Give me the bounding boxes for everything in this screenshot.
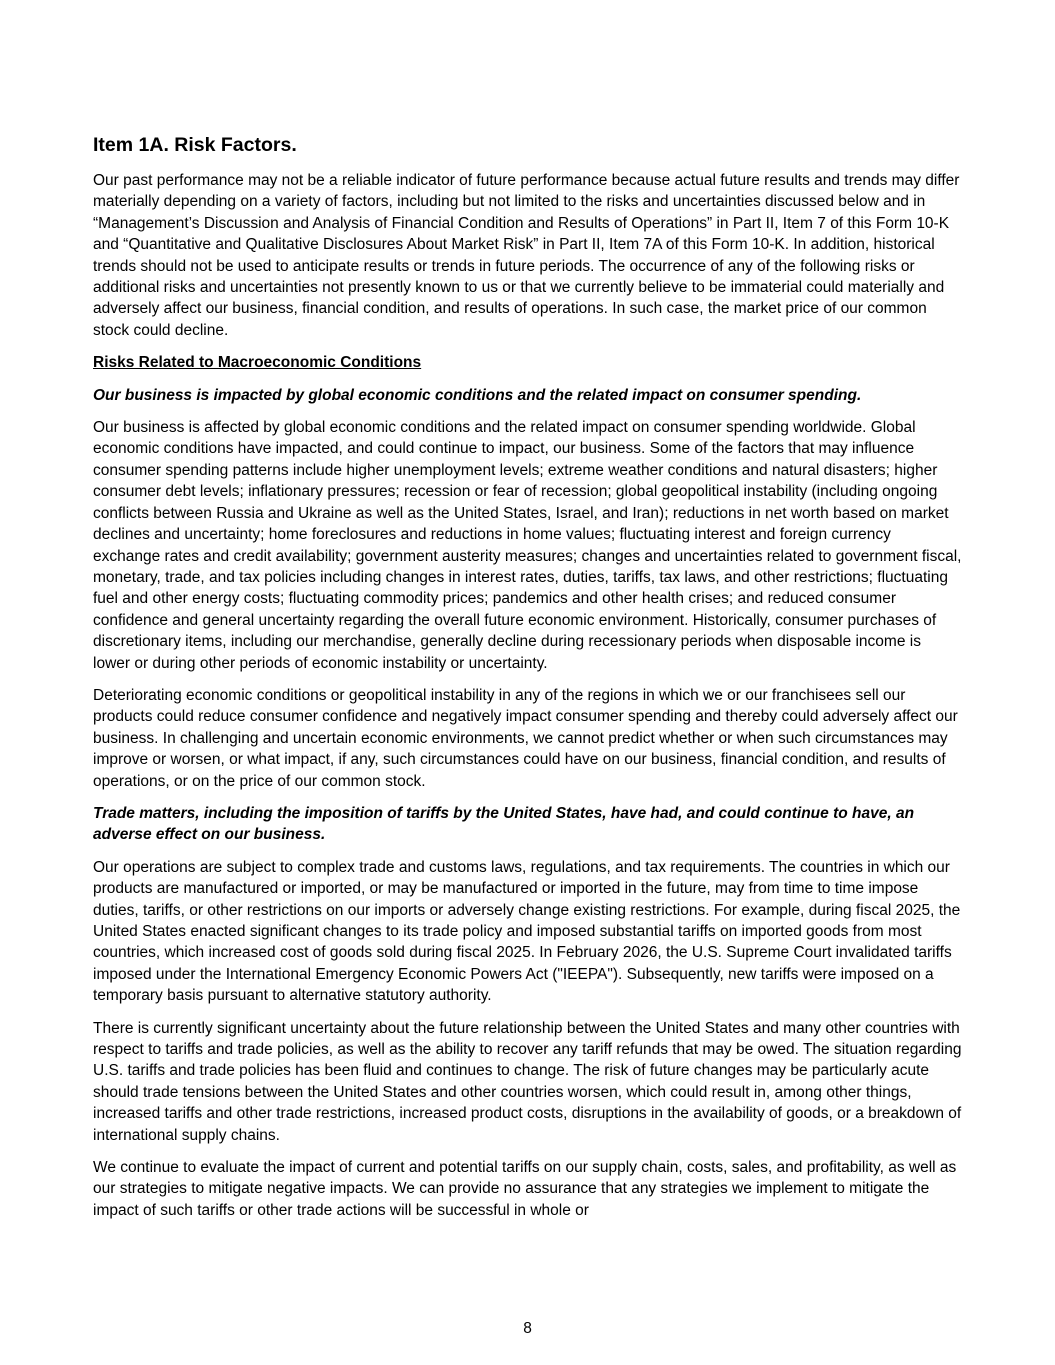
paragraph-global-economic-conditions-1: Our business is affected by global economic conditions and the related impact on consumer spending worldwide. Global economic conditions have impacted, and could continue to impact, our business. Some of the factors that may influence consumer spending patterns include higher unemployment levels; extreme weather conditions and natural disasters; higher consumer debt levels; inflationary pressures; recession or fear of recession; global geopolitical instability (including ongoing conflicts between Russia and Ukraine as well as the United States, Israel, and Iran); reductions in net worth based on market declines and uncertainty; home foreclosures and reductions in home values; fluctuating interest and foreign currency exchange rates and credit availability; government austerity measures; changes and uncertainties related to government fiscal, monetary, trade, and tax policies including changes in interest rates, duties, tariffs, tax laws, and other restrictions; fluctuating fuel and other energy costs; fluctuating commodity prices; pandemics and other health crises; and reduced consumer confidence and general uncertainty regarding the overall future economic environment. Historically, consumer purchases of discretionary items, including our merchandise, generally decline during recessionary periods when disposable income is lower or during other periods of economic instability or uncertainty.	[93, 419, 962, 672]
paragraph-global-economic-conditions-2: Deteriorating economic conditions or geopolitical instability in any of the regions in which we or our franchisees sell our products could reduce consumer confidence and negatively impact consumer spending and thereby could adversely affect our business. In challenging and uncertain economic environments, we cannot predict whether or when such circumstances may improve or worsen, or what impact, if any, such circumstances could have on our business, financial condition, and results of operations, or on the price of our common stock.	[93, 686, 958, 790]
page-number: 8	[523, 1320, 532, 1337]
risk-heading-global-economic-conditions: Our business is impacted by global economic conditions and the related impact on consumer spending.	[93, 386, 862, 404]
paragraph-trade-matters-2: There is currently significant uncertainty about the future relationship between the United States and many other countries with respect to tariffs and trade policies, as well as the ability to recover any tariff refunds that may be owed. The situation regarding U.S. tariffs and trade policies has been fluid and continues to change. The risk of future changes may be particularly acute should trade tensions between the United States and other countries worsen, which could result in, among other things, increased tariffs and other trade restrictions, increased product costs, disruptions in the availability of goods, or a breakdown of international supply chains.	[93, 1019, 962, 1144]
document-content	[93, 133, 962, 1232]
item-1a-title: Item 1A. Risk Factors.	[93, 134, 297, 156]
intro-paragraph: Our past performance may not be a reliable indicator of future performance because actual future results and trends may differ materially depending on a variety of factors, including but not limited to the risks and uncertainties discussed below and in “Management’s Discussion and Analysis of Financial Condition and Results of Operations” in Part II, Item 7 of this Form 10-K and “Quantitative and Qualitative Disclosures About Market Risk” in Part II, Item 7A of this Form 10-K. In addition, historical trends should not be used to anticipate results or trends in future periods. The occurrence of any of the following risks or additional risks and uncertainties not presently known to us or that we currently believe to be immaterial could materially and adversely affect our business, financial condition, and results of operations. In such case, the market price of our common stock could decline.	[93, 172, 960, 339]
paragraph-trade-matters-1: Our operations are subject to complex trade and customs laws, regulations, and tax requirements. The countries in which our products are manufactured or imported, or may be manufactured or imported in the future, may from time to time impose duties, tariffs, or other restrictions on our imports or adversely change existing restrictions. For example, during fiscal 2025, the United States enacted significant changes to its trade policy and imposed substantial tariffs on imported goods from most countries, which increased cost of goods sold during fiscal 2025. In February 2026, the U.S. Supreme Court invalidated tariffs imposed under the International Emergency Economic Powers Act ("IEEPA"). Subsequently, new tariffs were imposed on a temporary basis pursuant to alternative statutory authority.	[93, 858, 961, 1005]
risk-heading-trade-matters: Trade matters, including the imposition of tariffs by the United States, have had, and could continue to have, an adverse effect on our business.	[93, 804, 915, 844]
paragraph-trade-matters-3: We continue to evaluate the impact of current and potential tariffs on our supply chain, costs, sales, and profitability, as well as our strategies to mitigate negative impacts. We can provide no assurance that any strategies we implement to mitigate the impact of such tariffs or other trade actions will be successful in whole or	[93, 1159, 957, 1219]
section-heading-macroeconomic-conditions: Risks Related to Macroeconomic Conditions	[93, 354, 422, 372]
